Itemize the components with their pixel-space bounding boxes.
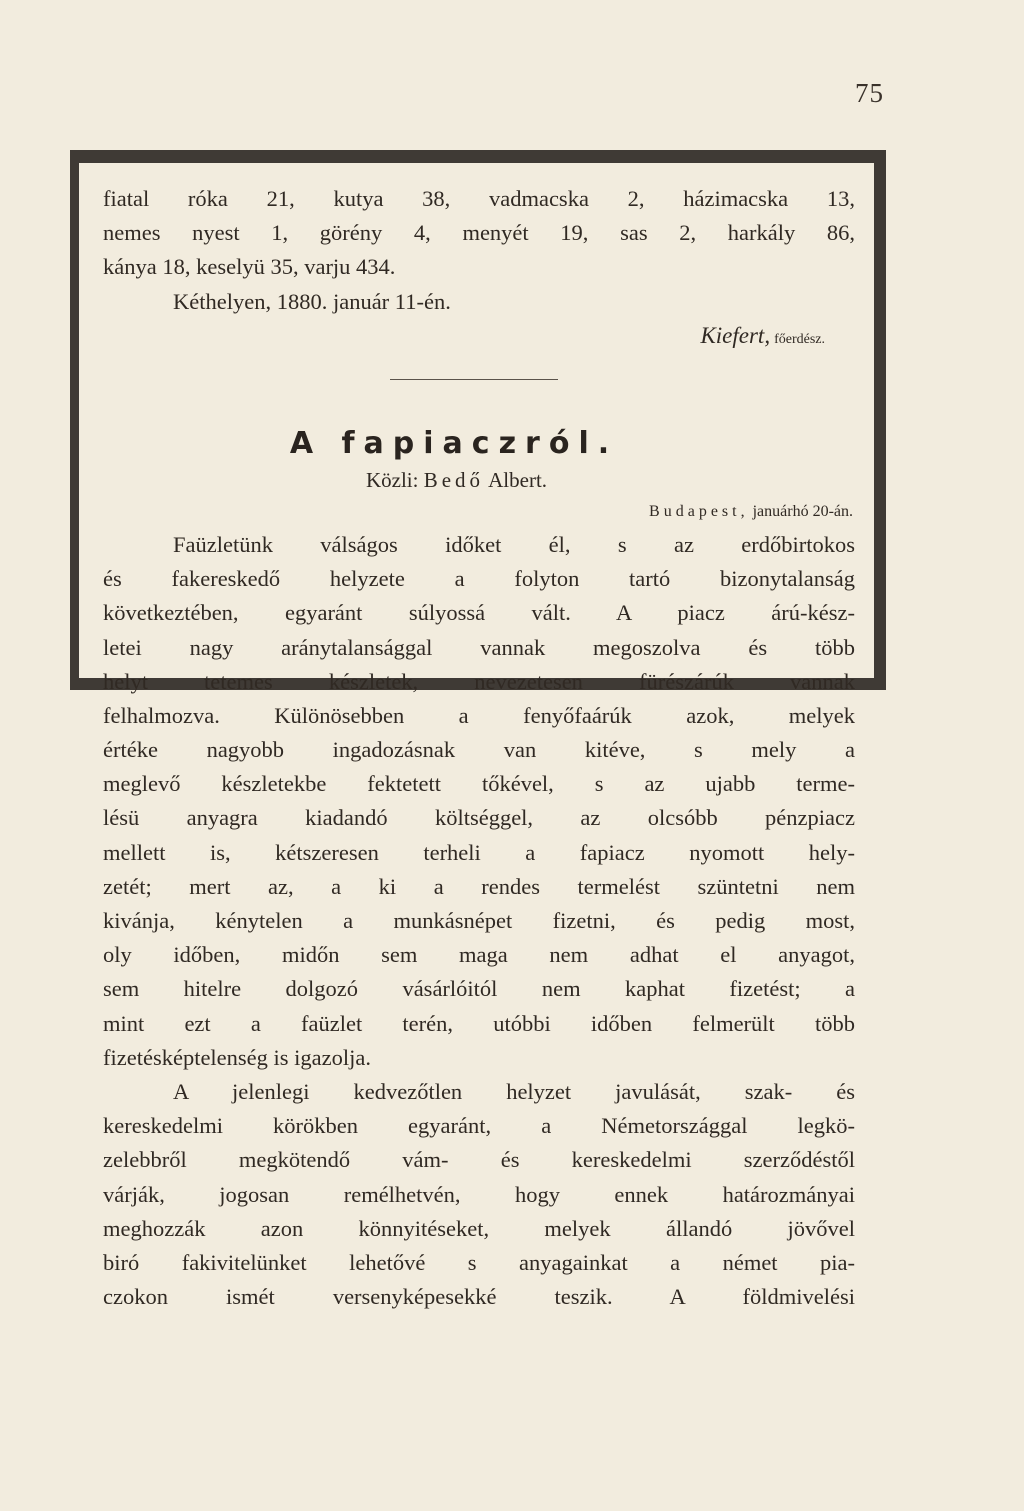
paragraph-line: lésü anyagra kiadandó költséggel, az olcsóbb pénzpiacz bbox=[103, 805, 855, 831]
paragraph-1 bbox=[103, 528, 855, 1075]
paragraph-line: zelebbről megkötendő vám- és kereskedelmi szerződéstől bbox=[103, 1147, 855, 1173]
paragraph-line: sem hitelre dolgozó vásárlóitól nem kaphat fizetést; a bbox=[103, 976, 855, 1002]
section-divider bbox=[390, 379, 558, 380]
author-prefix: Közli: bbox=[365, 467, 419, 492]
author-name: Bedő bbox=[423, 467, 485, 492]
paragraph-line: és fakereskedő helyzete a folyton tartó bizonytalanság bbox=[103, 566, 855, 592]
paragraph-line: mint ezt a faüzlet terén, utóbbi időben felmerült több bbox=[103, 1010, 855, 1036]
signature-line bbox=[103, 319, 855, 353]
signature-name: Kiefert, bbox=[700, 322, 771, 348]
paragraph-line: Faüzletünk válságos időket él, s az erdőbirtokos bbox=[173, 531, 855, 557]
paragraph-line: meghozzák azon könnyitéseket, melyek állandó jövővel bbox=[103, 1215, 855, 1241]
paragraph-line: letei nagy aránytalansággal vannak megoszolva és több bbox=[103, 634, 855, 660]
paragraph-line: kereskedelmi körökben egyaránt, a Németországgal legkö- bbox=[103, 1113, 855, 1139]
place-date-line: Kéthelyen, 1880. január 11-én. bbox=[173, 288, 451, 314]
paragraph-line: mellett is, kétszeresen terheli a fapiacz nyomott hely- bbox=[103, 839, 855, 865]
paragraph-line: értéke nagyobb ingadozásnak van kitéve, s mely a bbox=[103, 737, 855, 763]
paragraph-line: fizetésképtelenség is igazolja. bbox=[103, 1044, 372, 1070]
paragraph-line: A jelenlegi kedvezőtlen helyzet javulását, szak- és bbox=[173, 1078, 855, 1104]
author-given-name: Albert. bbox=[488, 467, 548, 492]
paragraph-line: várják, jogosan remélhetvén, hogy ennek határozmányai bbox=[103, 1181, 855, 1207]
dateline-date: januárhó 20-án. bbox=[752, 502, 853, 520]
paragraph-line: meglevő készletekbe fektetett tőkével, s az ujabb terme- bbox=[103, 771, 855, 797]
paragraph-line: helyt tetemes készletek, nevezetesen fürészárúk vannak bbox=[103, 668, 855, 694]
intro-line-1: fiatal róka 21, kutya 38, vadmacska 2, házimacska 13, bbox=[103, 186, 855, 211]
paragraph-line: czokon ismét versenyképesekké teszik. A földmivelési bbox=[103, 1284, 855, 1310]
page-number: 75 bbox=[855, 78, 884, 108]
article-dateline bbox=[103, 496, 855, 528]
article-title: A fapiaczról. bbox=[289, 425, 619, 461]
signature-role: főerdész. bbox=[774, 331, 825, 347]
paragraph-2 bbox=[103, 1075, 855, 1314]
paragraph-line: biró fakivitelünket lehetővé s anyagainkat a német pia- bbox=[103, 1249, 855, 1275]
intro-line-2: nemes nyest 1, görény 4, menyét 19, sas 2, harkály 86, bbox=[103, 220, 855, 246]
paragraph-line: kivánja, kénytelen a munkásnépet fizetni, és pedig most, bbox=[103, 908, 855, 933]
page-content bbox=[103, 182, 855, 1314]
paragraph-line: oly időben, midőn sem maga nem adhat el anyagot, bbox=[103, 942, 855, 968]
article-author bbox=[103, 464, 855, 496]
intro-line-3: kánya 18, keselyü 35, varju 434. bbox=[103, 254, 396, 280]
paragraph-line: felhalmozva. Különösebben a fenyőfaárúk azok, melyek bbox=[103, 702, 855, 728]
paragraph-line: zetét; mert az, a ki a rendes termelést szüntetni nem bbox=[103, 873, 855, 899]
dateline-city: Budapest, bbox=[649, 502, 749, 520]
paragraph-line: következtében, egyaránt súlyossá vált. A piacz árú-kész- bbox=[103, 600, 855, 626]
